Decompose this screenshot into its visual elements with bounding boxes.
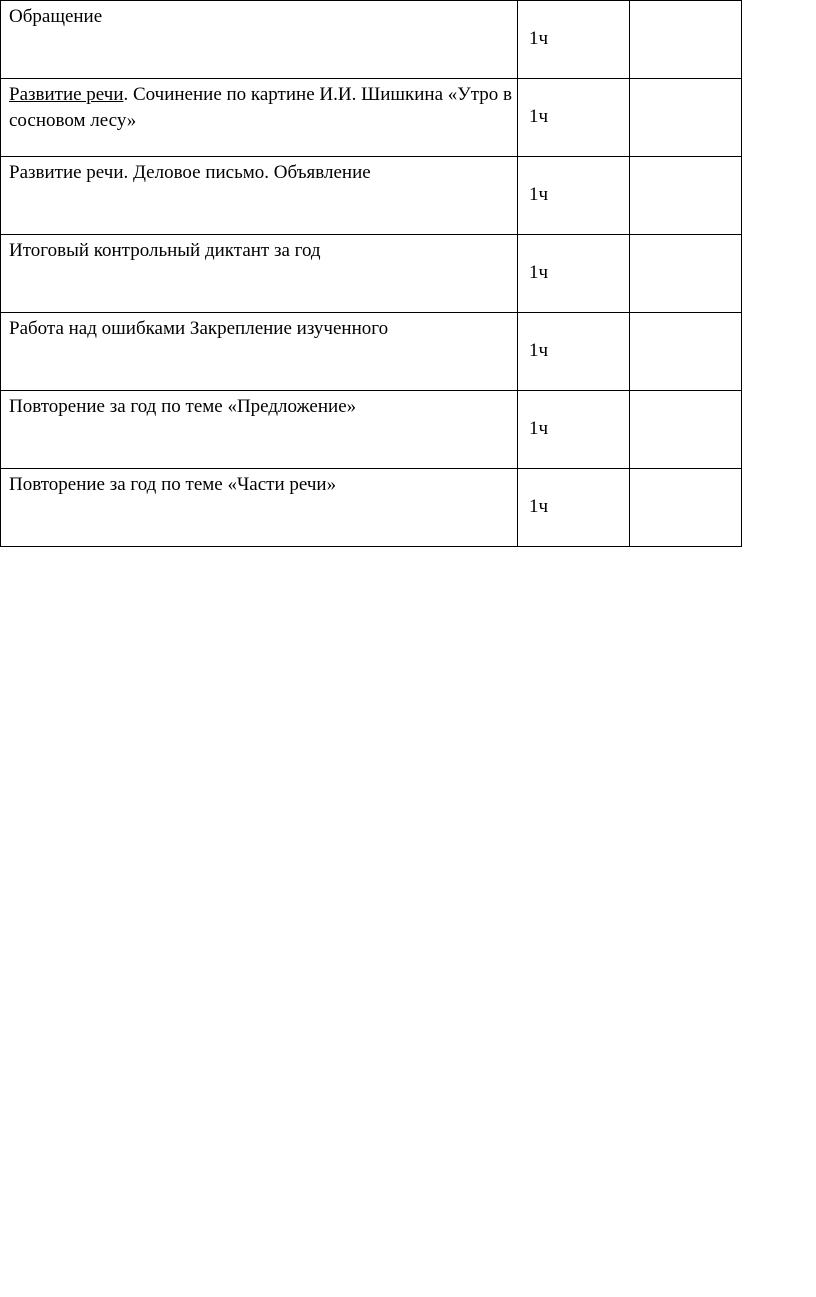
table-row xyxy=(1,313,742,391)
hours-value: 1ч xyxy=(529,106,549,127)
table-row xyxy=(1,391,742,469)
table-row xyxy=(1,235,742,313)
hours-value: 1ч xyxy=(529,184,549,205)
topic-label: Развитие речи. Деловое письмо. Объявление xyxy=(9,162,371,183)
topic-cell xyxy=(1,391,518,469)
hours-value: 1ч xyxy=(529,262,549,283)
hours-value: 1ч xyxy=(529,496,549,517)
topic-text xyxy=(1,157,517,186)
note-cell xyxy=(630,313,742,391)
topic-cell xyxy=(1,469,518,547)
note-cell xyxy=(630,235,742,313)
topic-label: Итоговый контрольный диктант за год xyxy=(9,240,321,261)
hours-cell xyxy=(518,157,630,235)
topic-text xyxy=(1,1,517,30)
hours-cell xyxy=(518,469,630,547)
topic-text xyxy=(1,469,517,498)
table-row xyxy=(1,79,742,157)
topic-label: Обращение xyxy=(9,6,103,27)
hours-value: 1ч xyxy=(529,28,549,49)
topic-text xyxy=(1,313,517,342)
topic-cell xyxy=(1,79,518,157)
topic-label: Работа над ошибками Закрепление изученного xyxy=(9,318,389,339)
hours-cell xyxy=(518,235,630,313)
table-row xyxy=(1,469,742,547)
topic-label: . Сочинение по картине И.И. Шишкина «Утро в сосновом лесу» xyxy=(9,84,512,131)
note-cell xyxy=(630,1,742,79)
hours-cell xyxy=(518,313,630,391)
topic-label: Повторение за год по теме «Предложение» xyxy=(9,396,357,417)
topic-cell xyxy=(1,1,518,79)
table-row xyxy=(1,1,742,79)
hours-cell xyxy=(518,79,630,157)
lesson-plan-table xyxy=(0,0,742,547)
topic-text xyxy=(1,391,517,420)
table-row xyxy=(1,157,742,235)
hours-value: 1ч xyxy=(529,340,549,361)
topic-prefix: Развитие речи xyxy=(9,84,124,105)
topic-label: Повторение за год по теме «Части речи» xyxy=(9,474,337,495)
topic-cell xyxy=(1,157,518,235)
topic-text xyxy=(1,235,517,264)
note-cell xyxy=(630,391,742,469)
topic-text xyxy=(1,79,517,134)
note-cell xyxy=(630,79,742,157)
note-cell xyxy=(630,157,742,235)
hours-value: 1ч xyxy=(529,418,549,439)
topic-cell xyxy=(1,235,518,313)
hours-cell xyxy=(518,391,630,469)
topic-cell xyxy=(1,313,518,391)
note-cell xyxy=(630,469,742,547)
hours-cell xyxy=(518,1,630,79)
